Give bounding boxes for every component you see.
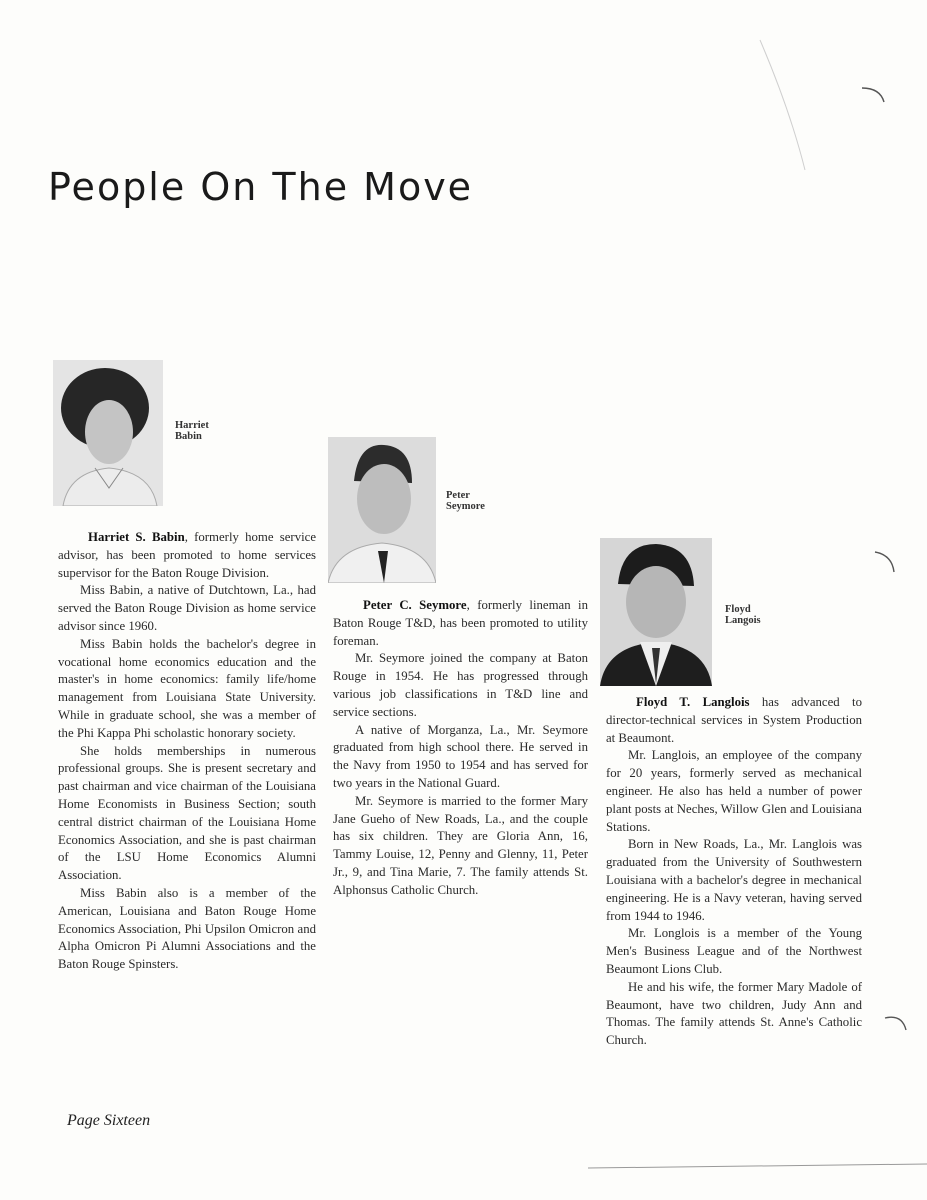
paragraph: She holds memberships in numerous professional groups. She is present secretary and past chairman and vice chairman of the Louisiana Home Economists in Business Section; south central district chairman of the Louisiana Home Economics Association, and she is past chairman of the LSU Home Economics Alumni Association. [58, 743, 316, 883]
paragraph: Mr. Langlois, an employee of the company for 20 years, formerly served as mechanical engineer. He also has held a number of power plant posts at Neches, Willow Glen and Louisiana Stations. [606, 748, 862, 834]
portrait-photo-peter-seymore [328, 437, 436, 583]
article-peter-seymore [333, 597, 588, 900]
person-name: Floyd T. Langlois [636, 695, 750, 709]
caption-peter-seymore: Peter Seymore [446, 490, 485, 512]
paragraph: Mr. Seymore is married to the former Mary Jane Gueho of New Roads, La., and the couple has six children. They are Gloria Ann, 16, Tammy Louise, 12, Penny and Glenny, 11, Peter Jr., 9, and Tina Marie, 7. The family attends St. Alphonsus Catholic Church. [333, 793, 588, 897]
paragraph: Miss Babin also is a member of the American, Louisiana and Baton Rouge Home Economics Association, Phi Upsilon Omicron and Alpha Omicron Pi Alumni Associations and the Baton Rouge Spinsters. [58, 885, 316, 972]
paragraph: He and his wife, the former Mary Madole of Beaumont, have two children, Judy Ann and Thomas. The family attends St. Anne's Catholic Church. [606, 979, 862, 1048]
paragraph: A native of Morganza, La., Mr. Seymore graduated from high school there. He served in the Navy from 1950 to 1954 and has served for two years in the National Guard. [333, 722, 588, 790]
caption-floyd-langlois: Floyd Langois [725, 604, 761, 626]
paragraph: Peter C. Seymore, formerly lineman in Baton Rouge T&D, has been promoted to utility foreman. [333, 598, 589, 648]
page-title: People On The Move [48, 165, 474, 209]
caption-harriet-babin: Harriet Babin [175, 420, 209, 442]
paragraph: Miss Babin holds the bachelor's degree in vocational home economics education and the master's in home economics: family life/home management from Louisiana State University. While in graduate school, she was a member of the Phi Kappa Phi scholastic honorary society. [58, 636, 316, 740]
person-name: Harriet S. Babin [88, 530, 185, 544]
paragraph: Mr. Longlois is a member of the Young Men's Business League and of the Northwest Beaumont Lions Club. [606, 926, 862, 976]
article-harriet-babin [58, 529, 316, 974]
portrait-photo-floyd-langlois [600, 538, 712, 686]
paragraph: Harriet S. Babin, formerly home service advisor, has been promoted to home services supervisor for the Baton Rouge Division. [58, 530, 317, 580]
paragraph: Mr. Seymore joined the company at Baton Rouge in 1954. He has progressed through various job classifications in T&D line and service sections. [333, 651, 588, 719]
paragraph: Miss Babin, a native of Dutchtown, La., had served the Baton Rouge Division as home service advisor since 1960. [58, 583, 316, 633]
portrait-photo-harriet-babin [53, 360, 163, 506]
person-name: Peter C. Seymore [363, 598, 467, 612]
article-floyd-langlois [606, 694, 862, 1050]
page-number-footer: Page Sixteen [67, 1112, 151, 1129]
paragraph: Born in New Roads, La., Mr. Langlois was graduated from the University of Southwestern Louisiana with a bachelor's degree in mechanical engineering. He is a Navy veteran, having served from 1944 to 1946. [606, 837, 862, 923]
paragraph: Floyd T. Langlois has advanced to director-technical services in System Production at Beaumont. [606, 695, 862, 745]
